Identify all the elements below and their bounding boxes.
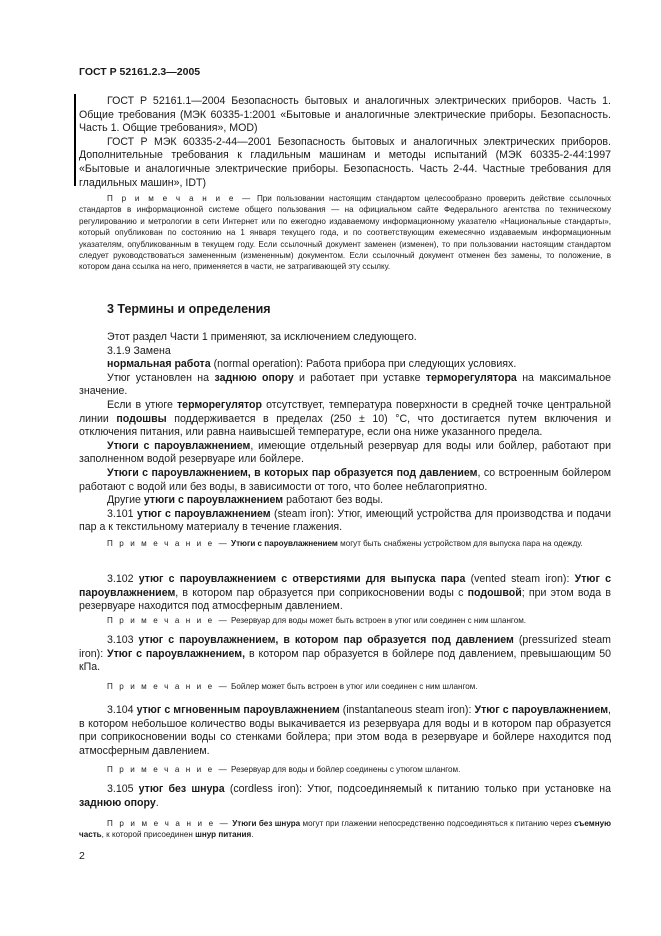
- note-label: П р и м е ч а н и е —: [107, 819, 230, 828]
- term: утюг с пароувлажнением, в котором пар образуется под давлением: [138, 634, 514, 646]
- references-block: [79, 95, 611, 190]
- references-note: [79, 193, 611, 273]
- note-label: П р и м е ч а н и е —: [107, 194, 253, 203]
- term: Утюги с пароувлажнением, в которых пар образуется под давлением: [107, 466, 478, 479]
- definition-3-103: 3.103 утюг с пароувлажнением, в котором пар образуется под давлением (pressurized steam iron): Утюг с пароувлажнением, в котором пар образуется в бойлере под давлением, превышающим 50 кПа.: [79, 634, 611, 674]
- reference-item: ГОСТ Р МЭК 60335-2-44—2001 Безопасность бытовых и аналогичных электрических приборов. Дополнительные требования к гладильным машинам и методы испытаний (МЭК 60335-2-44:1997 «Бытовые и аналогичные электрические приборы. Безопасность. Часть 2-44. Частные требования для гладильных машин», IDT): [79, 135, 611, 189]
- term: утюги с пароувлажнением: [143, 494, 284, 507]
- paragraph: Другие утюги с пароувлажнением работают без воды.: [107, 494, 384, 507]
- paragraph: Если в утюге терморегулятор отсутствует, температура поверхности в средней точке центральной линии подошвы поддерживается в пределах (250 ± 10) °С, что достигается путем включения и отключения питания, или равна наивысшей температуре, если она ниже указанного предела.: [79, 398, 612, 439]
- term: заднюю опору: [79, 796, 156, 809]
- term: Утюги с пароувлажнением: [107, 439, 251, 452]
- term-definition: 3.101 утюг с пароувлажнением (steam iron): Утюг, имеющий устройства для производства и подачи пар а к текстильному материалу в течение глажения.: [79, 507, 611, 534]
- note-label: П р и м е ч а н и е —: [107, 682, 229, 691]
- definition-3-105: 3.105 утюг без шнура (cordless iron): Утюг, подсоединяемый к питанию только при установке на заднюю опору.: [79, 783, 611, 809]
- section-title: 3 Термины и определения: [107, 302, 271, 316]
- term: съемную часть: [79, 819, 612, 840]
- term-definition: нормальная работа (normal operation): Работа прибора при следующих условиях.: [107, 358, 517, 371]
- note: П р и м е ч а н и е — Утюги без шнура могут при глажении непосредственно подсоединяться к питанию через съемную часть, к которой присоединен шнур питания.: [79, 819, 612, 840]
- term: шнур питания: [195, 830, 252, 840]
- term: утюг с пароувлажнением: [136, 507, 271, 520]
- term: терморегулятора: [425, 371, 517, 384]
- term: подошвой: [467, 586, 522, 599]
- note: П р и м е ч а н и е — Бойлер может быть встроен в утюг или соединен с ним шлангом.: [107, 682, 478, 691]
- section-body: [79, 331, 611, 535]
- note-text: При пользовании настоящим стандартом целесообразно проверить действие ссылочных стандартов в информационной системе общего пользования — на официальном сайте Федерального агентства по техническому регулированию и метрологии в сети Интернет или по ежегодно издаваемому информационному указателю «Национальные стандарты», который опубликован по состоянию на 1 января текущего года, и по соответствующим ежемесячно издаваемым информационным указателям, опубликованным в текущем году. Если ссылочный документ заменен (изменен), то при пользовании настоящим стандартом следует руководствоваться замененным (измененным) документом. Если ссылочный документ отменен без замены, то положение, в котором дана ссылка на него, применяется в части, не затрагивающей эту ссылку.: [79, 194, 612, 272]
- term: утюг без шнура: [138, 783, 225, 795]
- term: Утюг с пароувлажнением: [79, 573, 611, 599]
- term: подошвы: [116, 412, 167, 425]
- definition-3-104: 3.104 утюг с мгновенным пароувлажнением (instantaneous steam iron): Утюг с пароувлажнением, в котором небольшое количество воды выкачивается из резервуара для воды и в котором пар образуется при соприкосновении воды со стенками бойлера; при этом вода в резервуаре и бойлере находится под атмосферным давлением.: [79, 704, 611, 757]
- note: П р и м е ч а н и е — Резервуар для воды и бойлер соединены с утюгом шлангом.: [107, 765, 461, 774]
- paragraph: Утюг установлен на заднюю опору и работает при уставке терморегулятора на максимальное значение.: [79, 371, 611, 398]
- change-bar: [74, 94, 76, 186]
- term: Утюг с пароувлажнением: [474, 704, 609, 716]
- paragraph: Утюги с пароувлажнением, в которых пар образуется под давлением, со встроенным бойлером работают с водой или без воды, в зависимости от того, что более неблагоприятно.: [79, 466, 612, 493]
- note-label: П р и м е ч а н и е —: [107, 616, 229, 625]
- note-label: П р и м е ч а н и е —: [107, 765, 229, 774]
- reference-item: ГОСТ Р 52161.1—2004 Безопасность бытовых и аналогичных электрических приборов. Часть 1. Общие требования (МЭК 60335-1:2001 «Бытовые и аналогичные электрические приборы. Безопасность. Часть 1. Общие требования», MOD): [79, 95, 611, 135]
- page-number: 2: [79, 850, 85, 862]
- term: утюг с мгновенным пароувлажнением: [136, 704, 340, 716]
- paragraph: 3.1.9 Замена: [107, 344, 171, 357]
- paragraph: Этот раздел Части 1 применяют, за исключением следующего.: [107, 331, 417, 343]
- term: Утюг с пароувлажнением,: [107, 647, 246, 660]
- document-header: ГОСТ Р 52161.2.3—2005: [79, 66, 201, 78]
- note-label: П р и м е ч а н и е —: [107, 539, 229, 548]
- term: Утюги без шнура: [232, 819, 301, 828]
- note: П р и м е ч а н и е — Утюги с пароувлажнением могут быть снабжены устройством для выпуска пара на одежду.: [107, 539, 583, 548]
- paragraph: Утюги с пароувлажнением, имеющие отдельный резервуар для воды или бойлер, работают при заполненном водой резервуаре или бойлере.: [79, 439, 611, 466]
- note: П р и м е ч а н и е — Резервуар для воды может быть встроен в утюг или соединен с ним шлангом.: [107, 616, 527, 625]
- term: утюг с пароувлажнением с отверстиями для выпуска пара: [138, 573, 466, 585]
- term: нормальная работа: [107, 358, 211, 371]
- definition-3-102: 3.102 утюг с пароувлажнением с отверстиями для выпуска пара (vented steam iron): Утюг с пароувлажнением, в котором пар образуется при соприкосновении воды с подошвой; при этом вода в резервуаре находится под атмосферным давлением.: [79, 573, 611, 613]
- term: Утюги с пароувлажнением: [231, 539, 338, 548]
- term: терморегулятор: [176, 398, 262, 411]
- term: заднюю опору: [214, 371, 294, 384]
